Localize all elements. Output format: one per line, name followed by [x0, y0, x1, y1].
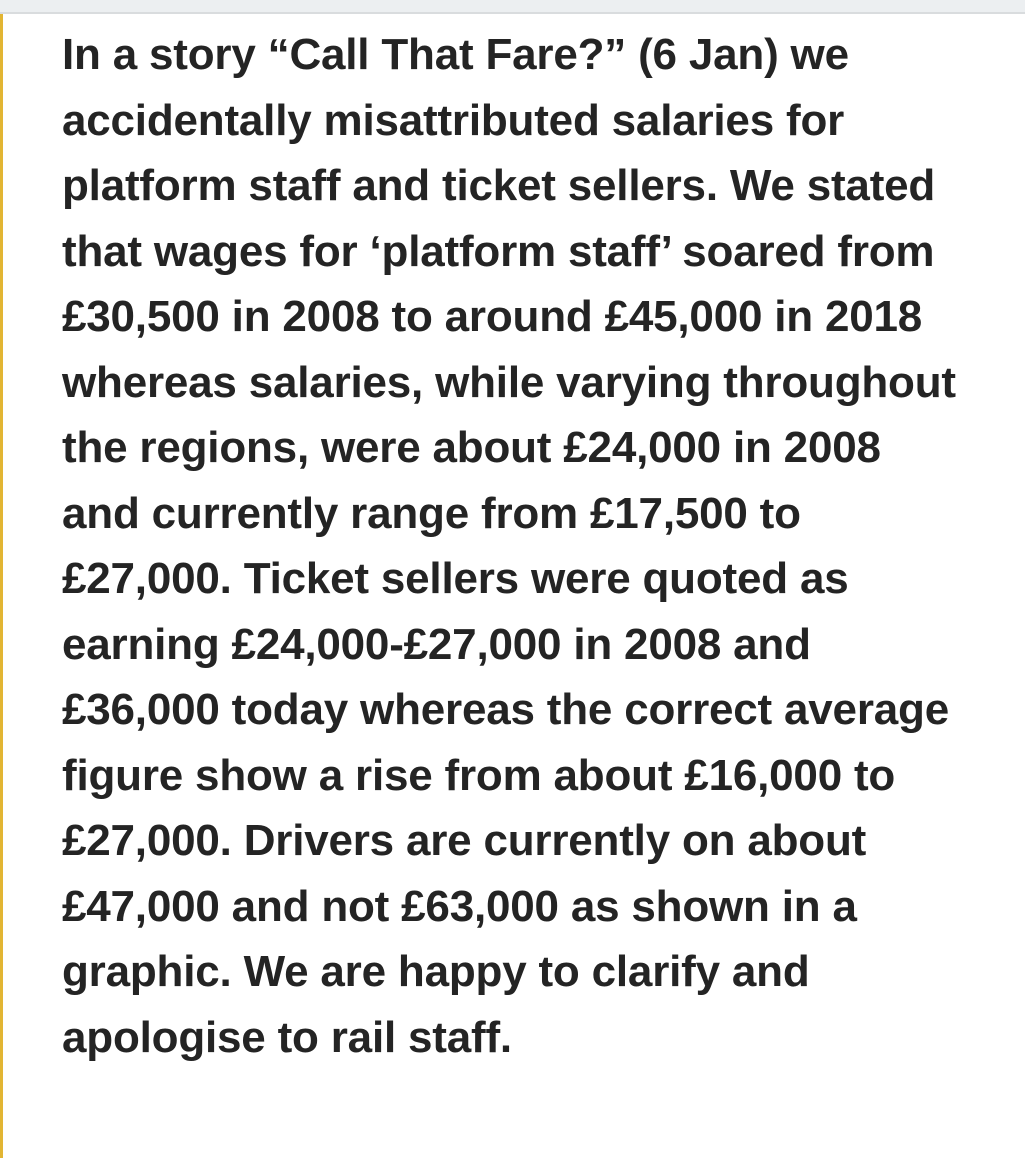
text-line: and currently range from £17,500 to	[62, 488, 801, 538]
text-line: the regions, were about £24,000 in 2008	[62, 423, 881, 472]
text-line: apologise to rail staff.	[62, 1012, 512, 1062]
text-line: figure show a rise from about £16,000 to	[62, 750, 896, 800]
text-line: that wages for ‘platform staff’ soared from	[62, 226, 935, 276]
text-line: £27,000. Drivers are currently on about	[62, 816, 867, 865]
text-line: earning £24,000-£27,000 in 2008 and	[62, 619, 811, 669]
accent-rule	[0, 14, 3, 1158]
correction-text	[62, 22, 1012, 1070]
text-line: In a story “Call That Fare?” (6 Jan) we	[62, 30, 849, 79]
text-line: £27,000. Ticket sellers were quoted as	[62, 554, 849, 603]
text-line: £30,500 in 2008 to around £45,000 in 2018	[62, 292, 923, 341]
text-line: whereas salaries, while varying throughout	[62, 357, 956, 407]
top-divider	[0, 0, 1025, 14]
text-line: graphic. We are happy to clarify and	[62, 947, 810, 996]
text-line: £47,000 and not £63,000 as shown in a	[62, 881, 857, 931]
text-line: accidentally misattributed salaries for	[62, 95, 845, 145]
text-line: platform staff and ticket sellers. We stated	[62, 161, 936, 210]
text-line: £36,000 today whereas the correct average	[62, 685, 949, 734]
